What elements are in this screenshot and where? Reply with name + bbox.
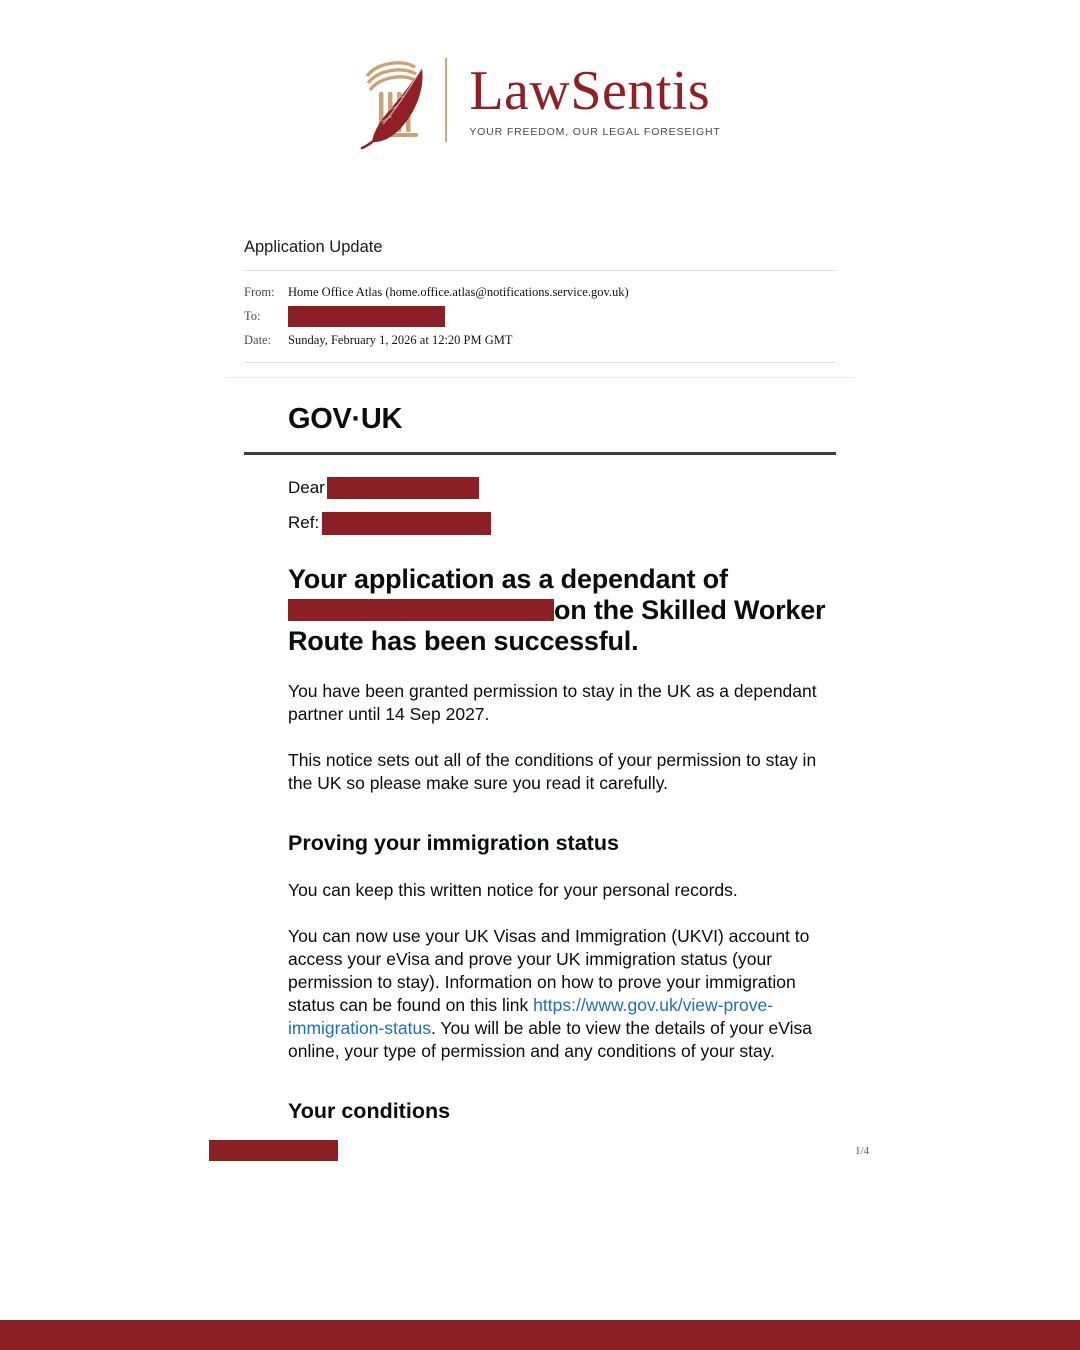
paragraph-notice-conditions-intro: This notice sets out all of the conditions of your permission to stay in the UK so please make sure you read it carefully. <box>288 750 817 794</box>
paragraph-ukvi-account <box>288 925 836 1063</box>
page-title <box>288 564 836 657</box>
email-row-date <box>244 330 836 351</box>
email-header-card <box>225 238 855 378</box>
email-row-from <box>244 282 836 303</box>
paragraph-keep-notice: You can keep this written notice for your personal records. <box>288 880 738 901</box>
brand-tagline: YOUR FREEDOM, OUR LEGAL FORESEIGHT <box>469 125 721 138</box>
email-fields-divider <box>244 362 836 363</box>
email-fields <box>225 271 855 362</box>
page-title-part-1: Your application as a dependant of <box>288 564 728 595</box>
redaction-bar-footer <box>209 1140 338 1161</box>
email-row-to <box>244 306 836 327</box>
paragraph-permission-granted: You have been granted permission to stay in the UK as a dependant partner until 14 Sep 2027. <box>288 681 817 725</box>
govuk-logo: GOV·UK <box>288 403 403 435</box>
reference-label: Ref: <box>288 513 320 533</box>
logo-divider <box>445 58 447 142</box>
greeting-label: Dear <box>288 477 325 497</box>
section-heading-your-conditions: Your conditions <box>288 1099 451 1124</box>
logo-text-block <box>469 59 721 138</box>
email-from-label: From: <box>244 285 275 299</box>
view-prove-immigration-status-link[interactable]: https://www.gov.uk/view-prove-immigration-status <box>288 995 774 1039</box>
reference-line <box>288 512 836 535</box>
redaction-bar-sponsor <box>288 599 554 621</box>
redaction-bar-name <box>327 477 479 499</box>
redaction-bar-recipient <box>288 306 445 327</box>
email-from-value: Home Office Atlas (home.office.atlas@notifications.service.gov.uk) <box>288 285 629 299</box>
bottom-brand-band <box>0 1320 1080 1350</box>
email-card-bottom-divider <box>225 377 855 378</box>
notice-body <box>244 455 836 1125</box>
govuk-notice <box>244 405 836 1124</box>
notice-footer <box>209 1140 869 1161</box>
greeting-line <box>288 477 836 500</box>
email-to-label: To: <box>244 309 261 323</box>
redaction-bar-reference <box>322 512 491 535</box>
email-subject: Application Update <box>244 238 383 256</box>
email-date-label: Date: <box>244 333 272 347</box>
brand-header <box>0 0 1080 200</box>
page-title-part-2: on the Skilled Worker Route has been successful. <box>288 595 826 657</box>
paragraph-ukvi-text-before: You can now use your UK Visas and Immigration (UKVI) account to access your eVisa and prove your UK immigration status (your permission to stay). Information on how to prove your immigration status can be found on this link <box>288 926 810 1016</box>
page-number: 1/4 <box>854 1144 869 1157</box>
email-date-value: Sunday, February 1, 2026 at 12:20 PM GMT <box>288 333 513 347</box>
section-heading-proving-status: Proving your immigration status <box>288 831 619 856</box>
paragraph-ukvi-text-after: . You will be able to view the details of your eVisa online, your type of permission and any conditions of your stay. <box>288 1018 812 1062</box>
logo-lockup <box>359 46 720 154</box>
pillar-quill-icon <box>359 50 437 150</box>
brand-wordmark: LawSentis <box>469 59 711 122</box>
